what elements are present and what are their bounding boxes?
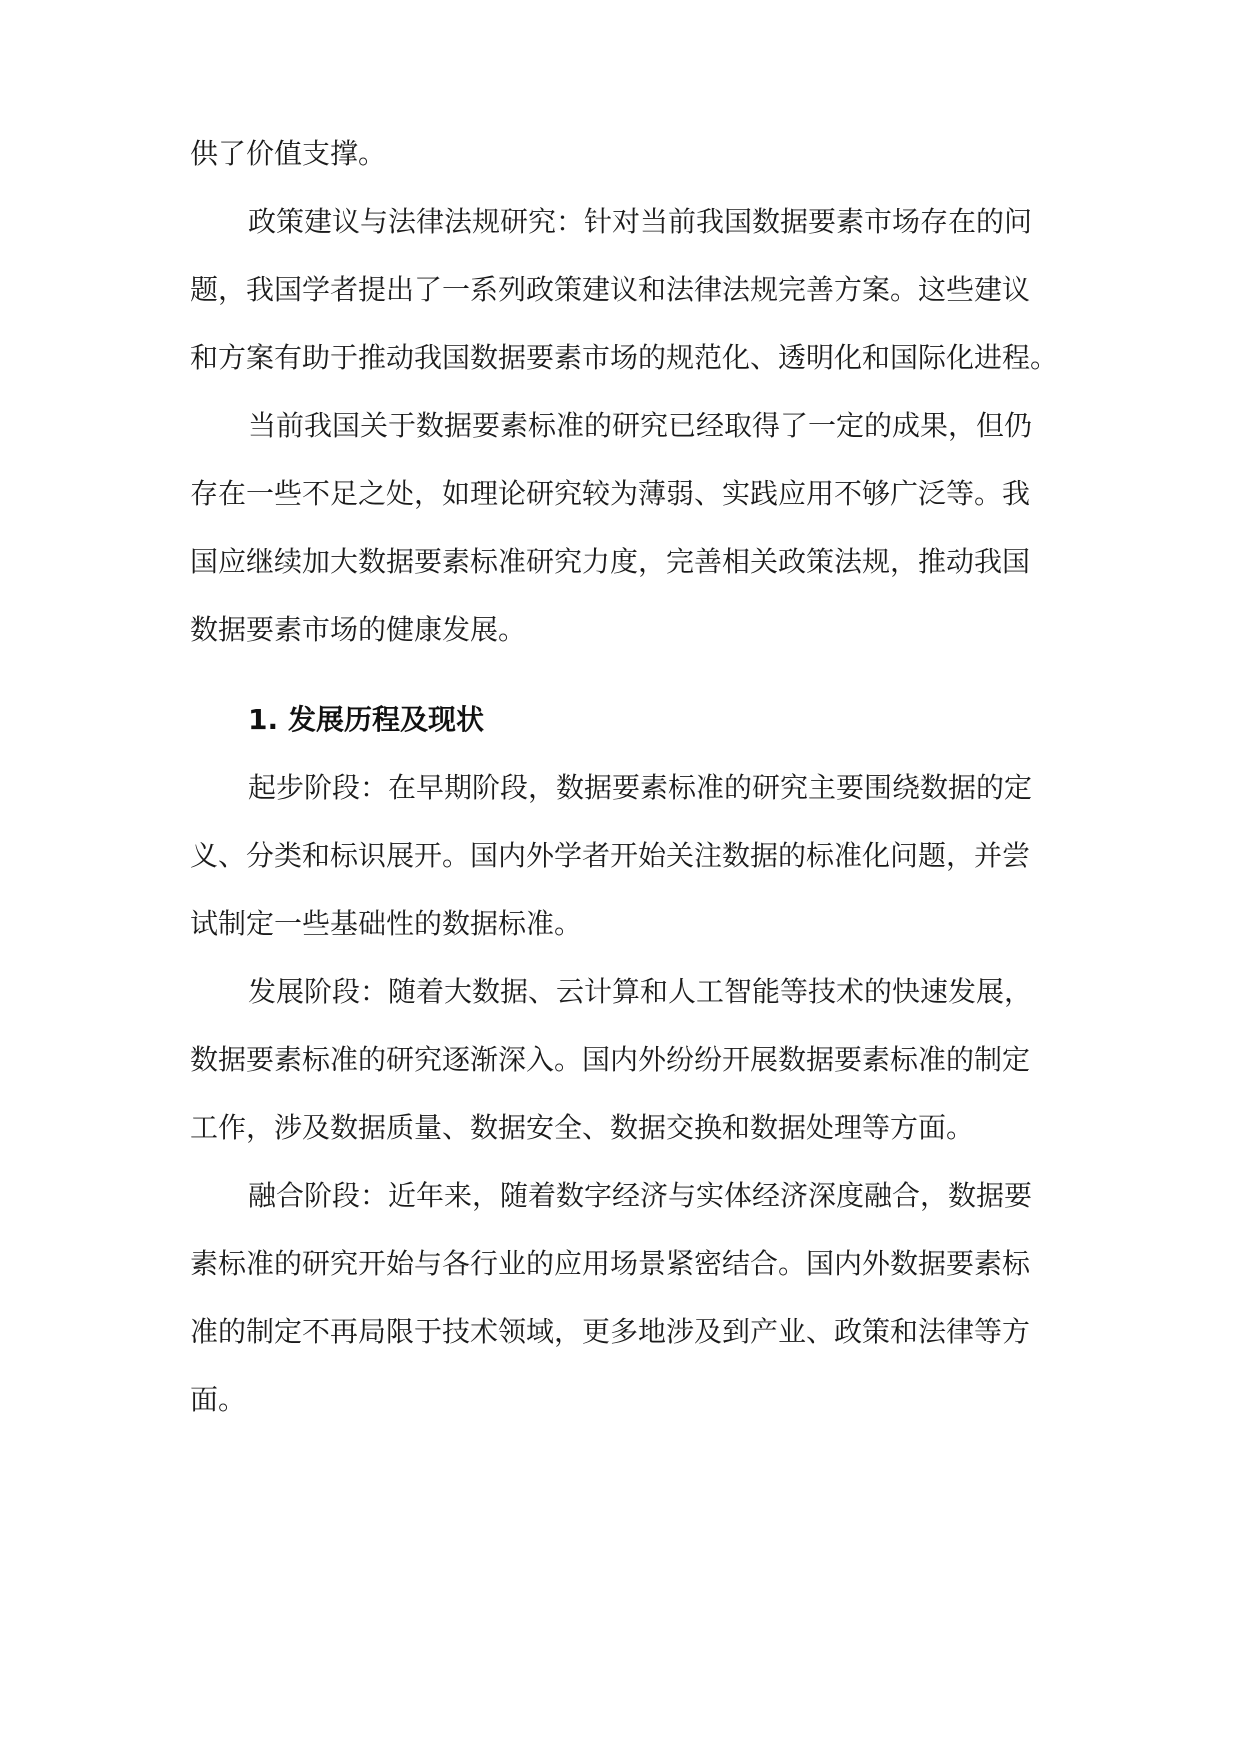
paragraph-line: 准的制定不再局限于技术领域，更多地涉及到产业、政策和法律等方 <box>190 1315 1031 1348</box>
paragraph-line: 面。 <box>190 1383 247 1416</box>
paragraph-line: 供了价值支撑。 <box>190 137 387 170</box>
section-heading <box>248 702 1050 742</box>
paragraph-line: 素标准的研究开始与各行业的应用场景紧密结合。国内外数据要素标 <box>190 1247 1031 1280</box>
paragraph-line: 发展阶段：随着大数据、云计算和人工智能等技术的快速发展， <box>248 975 1033 1008</box>
paragraph-line: 政策建议与法律法规研究：针对当前我国数据要素市场存在的问 <box>248 205 1033 238</box>
paragraph-line: 工作，涉及数据质量、数据安全、数据交换和数据处理等方面。 <box>190 1111 975 1144</box>
section-number: 1. <box>248 703 279 736</box>
paragraph-line: 当前我国关于数据要素标准的研究已经取得了一定的成果，但仍 <box>248 409 1033 442</box>
paragraph-line: 国应继续加大数据要素标准研究力度，完善相关政策法规，推动我国 <box>190 545 1031 578</box>
paragraph-line: 义、分类和标识展开。国内外学者开始关注数据的标准化问题，并尝 <box>190 839 1031 872</box>
paragraph-line: 和方案有助于推动我国数据要素市场的规范化、透明化和国际化进程。 <box>190 341 1059 374</box>
paragraph-line: 数据要素市场的健康发展。 <box>190 613 527 646</box>
paragraph-line: 起步阶段：在早期阶段，数据要素标准的研究主要围绕数据的定 <box>248 771 1033 804</box>
section-title: 发展历程及现状 <box>288 703 485 736</box>
paragraph-line: 试制定一些基础性的数据标准。 <box>190 907 583 940</box>
paragraph-line: 数据要素标准的研究逐渐深入。国内外纷纷开展数据要素标准的制定 <box>190 1043 1031 1076</box>
paragraph-line: 题，我国学者提出了一系列政策建议和法律法规完善方案。这些建议 <box>190 273 1031 306</box>
paragraph-line: 融合阶段：近年来，随着数字经济与实体经济深度融合，数据要 <box>248 1179 1033 1212</box>
paragraph-line: 存在一些不足之处，如理论研究较为薄弱、实践应用不够广泛等。我 <box>190 477 1031 510</box>
